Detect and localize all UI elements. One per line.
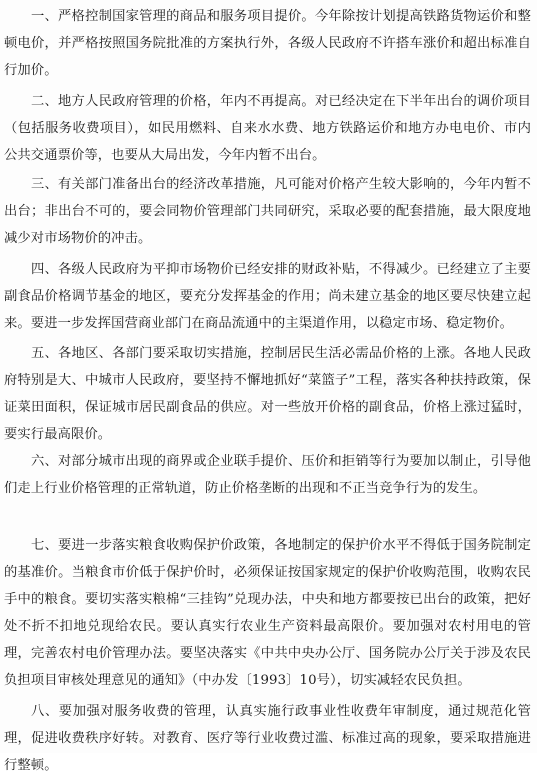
paragraph-8: 八、要加强对服务收费的管理，认真实施行政事业性收费年审制度，通过规范化管理，促进收费秩序好转。对教育、医疗等行业收费过滥、标准过高的现象，要采取措施进行整顿。 <box>4 704 531 773</box>
paragraph-3: 三、有关部门准备出台的经济改革措施，凡可能对价格产生较大影响的，今年内暂不出台；非出台不可的，要会同物价管理部门共同研究，采取必要的配套措施，最大限度地减少对市场物价的冲击。 <box>4 177 531 246</box>
paragraph-7: 七、要进一步落实粮食收购保护价政策，各地制定的保护价水平不得低于国务院制定的基准价。当粮食市价低于保护价时，必须保证按国家规定的保护价收购范围，收购农民手中的粮食。要切实落实粮棉“三挂钩”兑现办法，中央和地方都要按已出台的政策，把好处不折不扣地兑现给农民。要认真实行农业生产资料最高限价。要加强对农村用电的管理，完善农村电价管理办法。要坚决落实《中共中央办公厅、国务院办公厅关于涉及农民负担项目审核处理意见的通知》（中办发〔1993〕10号），切实减轻农民负担。 <box>4 538 531 688</box>
paragraph-5: 五、各地区、各部门要采取切实措施，控制居民生活必需品价格的上涨。各地人民政府特别是大、中城市人民政府，要坚持不懈地抓好“菜篮子”工程，落实各种扶持政策，保证菜田面积，保证城市居民副食品的供应。对一些放开价格的副食品，价格上涨过猛时，要实行最高限价。 <box>4 346 531 442</box>
paragraph-4: 四、各级人民政府为平抑市场物价已经安排的财政补贴，不得减少。已经建立了主要副食品价格调节基金的地区，要充分发挥基金的作用；尚未建立基金的地区要尽快建立起来。要进一步发挥国营商业部门在商品流通中的主渠道作用，以稳定市场、稳定物价。 <box>4 262 531 331</box>
paragraph-1: 一、严格控制国家管理的商品和服务项目提价。今年除按计划提高铁路货物运价和整顿电价，并严格按照国务院批准的方案执行外，各级人民政府不许搭车涨价和超出标准自行加价。 <box>4 9 531 78</box>
paragraph-6: 六、对部分城市出现的商界或企业联手提价、压价和拒销等行为要加以制止，引导他们走上行业价格管理的正常轨道，防止价格垄断的出现和不正当竞争行为的发生。 <box>4 454 531 496</box>
paragraph-2: 二、地方人民政府管理的价格，年内不再提高。对已经决定在下半年出台的调价项目（包括服务收费项目），如民用燃料、自来水水费、地方铁路运价和地方办电电价、市内公共交通票价等，也要从大局出发，今年内暂不出台。 <box>4 94 531 163</box>
